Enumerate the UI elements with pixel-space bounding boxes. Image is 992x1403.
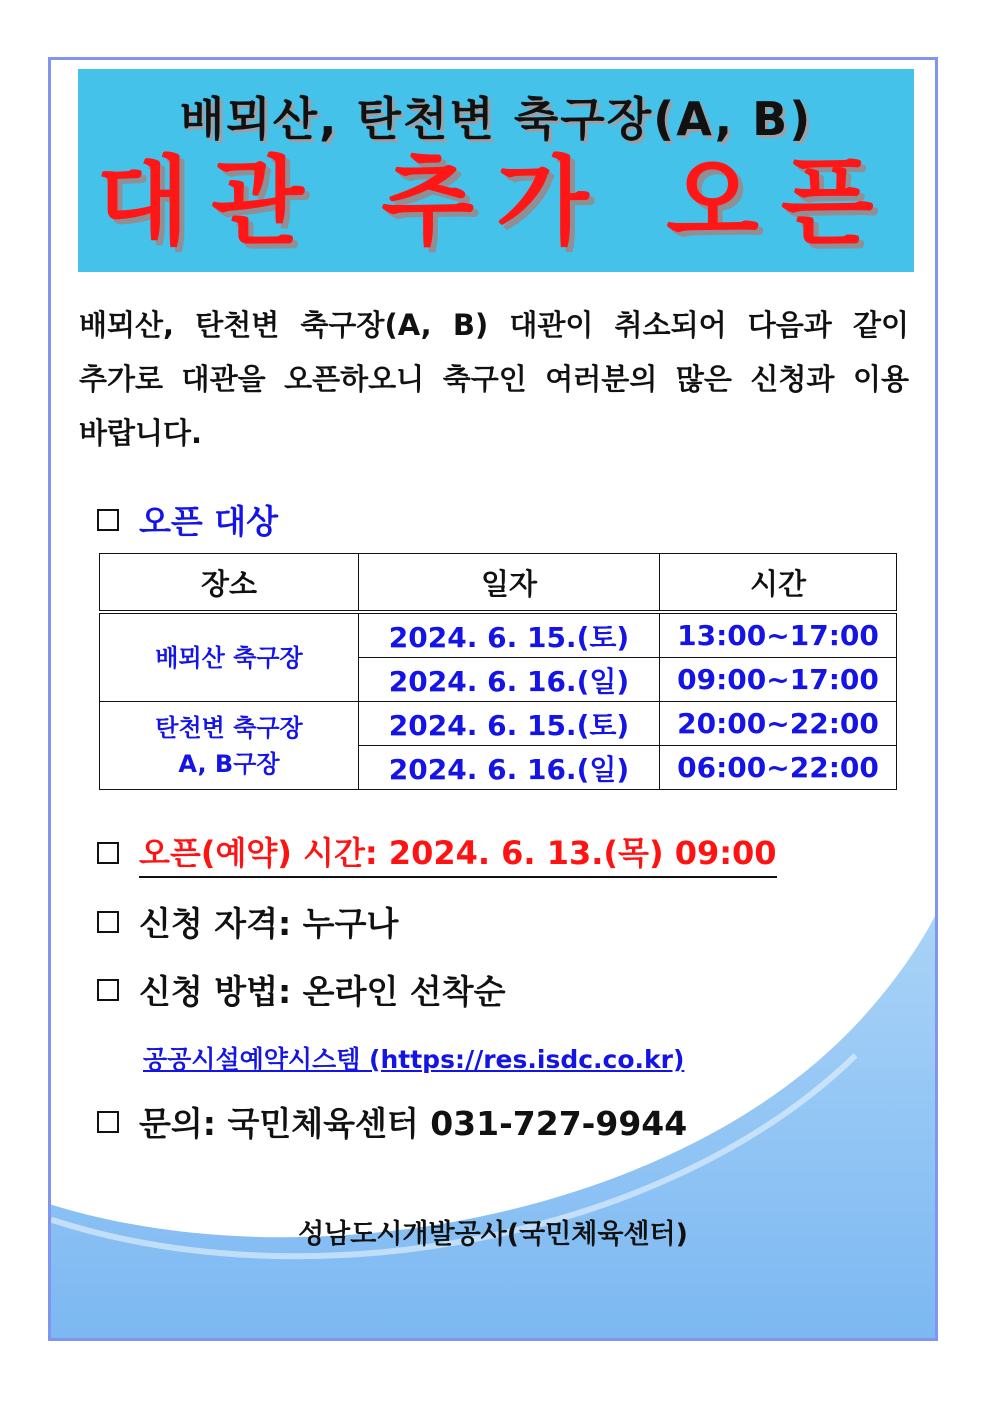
- contact-label: 문의: 국민체육센터 031-727-9944: [139, 1104, 688, 1143]
- checkbox-icon: [97, 979, 119, 1001]
- reservation-link[interactable]: 공공시설예약시스템 (https://res.isdc.co.kr): [143, 1045, 685, 1074]
- date-cell: 2024. 6. 16.(일): [359, 746, 660, 790]
- table-row: [100, 612, 897, 658]
- banner-subtitle: 배뫼산, 탄천변 축구장(A, B): [179, 92, 813, 146]
- open-time-label: 오픈(예약) 시간: 2024. 6. 13.(목) 09:00: [139, 828, 777, 878]
- header-place: 장소: [100, 554, 359, 613]
- time-cell: 09:00~17:00: [660, 658, 897, 702]
- place-subname: A, B구장: [178, 749, 280, 778]
- section-target: [97, 496, 278, 543]
- intro-paragraph: 배뫼산, 탄천변 축구장(A, B) 대관이 취소되어 다음과 같이 추가로 대관을 오픈하오니 축구인 여러분의 많은 신청과 이용 바랍니다.: [79, 308, 909, 450]
- method-label: 신청 방법: 온라인 선착순: [139, 972, 506, 1011]
- place-name: 탄천변 축구장: [155, 713, 303, 742]
- poster-frame: [48, 57, 938, 1341]
- schedule-table: [99, 553, 897, 790]
- date-cell: 2024. 6. 15.(토): [359, 612, 660, 658]
- section-open-time: [97, 828, 777, 878]
- date-cell: 2024. 6. 15.(토): [359, 702, 660, 746]
- header-date: 일자: [359, 554, 660, 613]
- table-row: [100, 702, 897, 746]
- place-cell: [100, 612, 359, 702]
- time-cell: 20:00~22:00: [660, 702, 897, 746]
- place-name: 배뫼산 축구장: [155, 643, 303, 672]
- checkbox-icon: [97, 911, 119, 933]
- time-cell: 13:00~17:00: [660, 612, 897, 658]
- section-qualification: [97, 898, 398, 945]
- checkbox-icon: [97, 1111, 119, 1133]
- section-target-label: 오픈 대상: [139, 502, 279, 541]
- time-cell: 06:00~22:00: [660, 746, 897, 790]
- qualification-label: 신청 자격: 누구나: [139, 904, 399, 943]
- banner-title: 대관 추가 오픈: [96, 146, 896, 258]
- title-banner: [78, 69, 914, 272]
- section-method: [97, 966, 505, 1013]
- date-cell: 2024. 6. 16.(일): [359, 658, 660, 702]
- header-time: 시간: [660, 554, 897, 613]
- table-header-row: [100, 554, 897, 613]
- checkbox-icon: [97, 509, 119, 531]
- footer-organization: 성남도시개발공사(국민체육센터): [298, 1219, 688, 1250]
- place-cell: [100, 702, 359, 790]
- checkbox-icon: [97, 842, 119, 864]
- section-contact: [97, 1098, 687, 1145]
